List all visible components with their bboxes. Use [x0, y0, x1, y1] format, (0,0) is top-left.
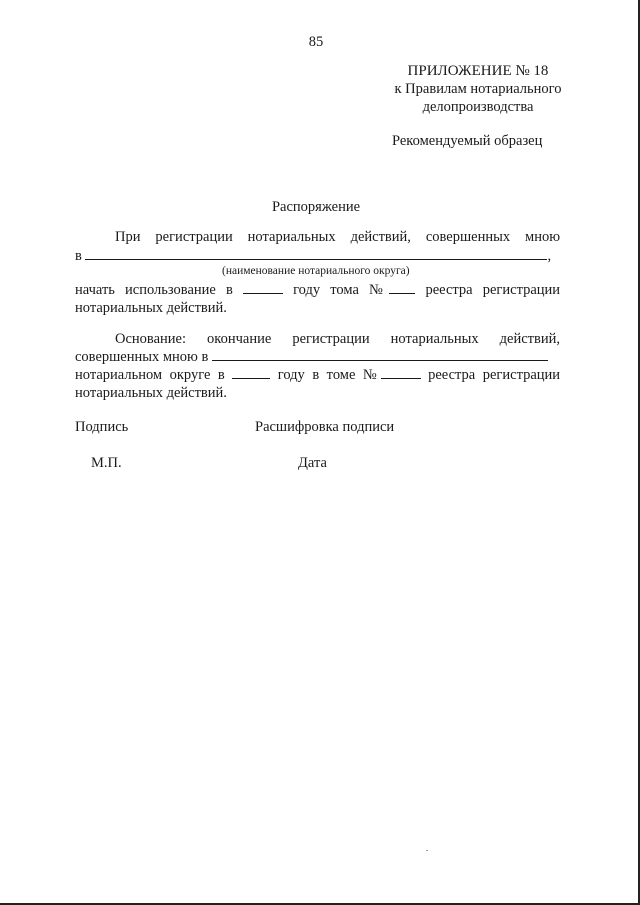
- notary-district-field[interactable]: [85, 258, 547, 260]
- volume-number-field[interactable]: [389, 292, 415, 294]
- year-field[interactable]: [243, 292, 283, 294]
- paragraph-order-line-1: [115, 229, 560, 246]
- word: в: [312, 367, 320, 383]
- word: При: [115, 229, 141, 245]
- word: реестра: [425, 282, 473, 298]
- scan-speck: [426, 850, 428, 851]
- word: в: [217, 367, 225, 383]
- number-sign: №: [362, 367, 381, 383]
- word: окончание: [207, 331, 272, 347]
- stamp-label: М.П.: [91, 455, 122, 471]
- word: округе: [169, 367, 211, 383]
- word: году: [277, 367, 305, 383]
- word: нотариальных: [390, 331, 479, 347]
- word: регистрации: [155, 229, 233, 245]
- word: совершенных: [425, 229, 511, 245]
- signature-decode-label: Расшифровка подписи: [255, 419, 395, 435]
- year-field-2[interactable]: [232, 377, 270, 379]
- paragraph-basis-line-1: [115, 331, 560, 348]
- notary-district-field-2[interactable]: [212, 359, 548, 361]
- paragraph-order-line-4: нотариальных действий.: [75, 300, 227, 316]
- word: году: [293, 282, 321, 298]
- word: томе: [326, 367, 356, 383]
- word: реестра: [428, 367, 476, 383]
- paragraph-basis-line-2: [75, 349, 560, 366]
- word: нотариальном: [75, 367, 163, 383]
- word: регистрации: [292, 331, 370, 347]
- annex-reference-line-1: к Правилам нотариального: [394, 81, 562, 97]
- paragraph-order-line-3: [75, 282, 560, 299]
- page-number: 85: [308, 34, 324, 50]
- paragraph-basis-line-4: нотариальных действий.: [75, 385, 227, 401]
- comma: ,: [547, 248, 552, 264]
- word: регистрации: [482, 282, 561, 298]
- word: действий,: [499, 331, 560, 347]
- word: начать: [75, 282, 115, 298]
- word: мною: [525, 229, 561, 245]
- word: использование: [125, 282, 216, 298]
- sample-label: Рекомендуемый образец: [392, 133, 543, 149]
- annex-reference-line-2: делопроизводства: [422, 99, 534, 115]
- annex-title: ПРИЛОЖЕНИЕ № 18: [407, 63, 549, 79]
- word: тома: [330, 282, 359, 298]
- word: действий,: [350, 229, 411, 245]
- word: в: [225, 282, 233, 298]
- preposition: в: [75, 248, 82, 264]
- volume-number-field-2[interactable]: [381, 377, 421, 379]
- document-title: Распоряжение: [271, 199, 361, 215]
- number-sign: №: [369, 282, 390, 298]
- notary-district-hint: (наименование нотариального округа): [222, 265, 410, 277]
- signature-label: Подпись: [75, 419, 129, 435]
- word: Основание:: [115, 331, 186, 347]
- paragraph-basis-line-3: [75, 367, 560, 384]
- word: нотариальных: [247, 229, 336, 245]
- line-prefix: совершенных мною в: [75, 349, 209, 365]
- paragraph-order-line-2: [75, 248, 560, 265]
- word: регистрации: [482, 367, 561, 383]
- date-label: Дата: [298, 455, 327, 471]
